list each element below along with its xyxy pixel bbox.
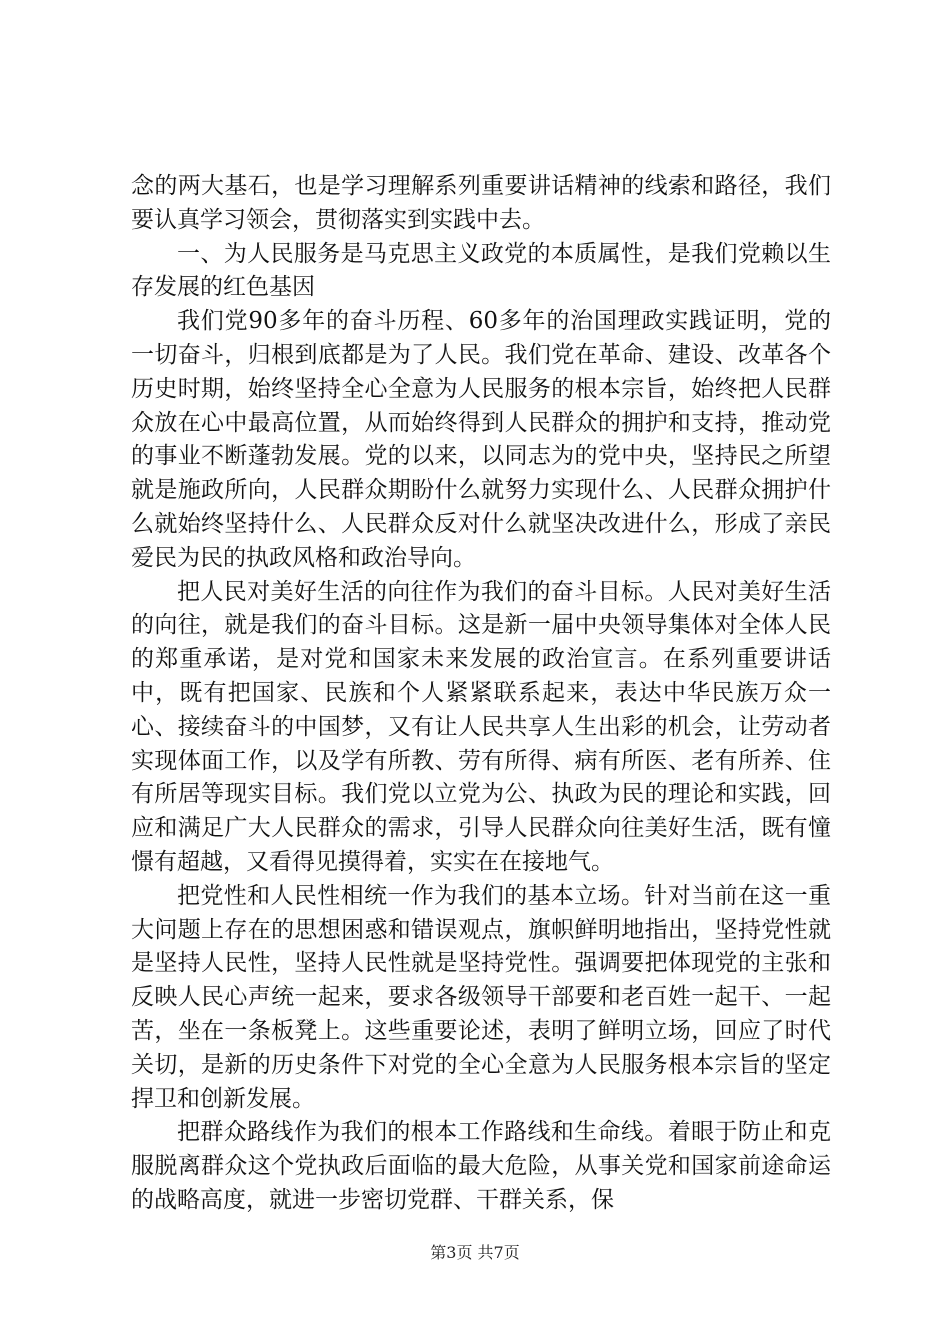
page-number-footer: 第3页 共7页 [430, 1243, 520, 1262]
paragraph-6: 把群众路线作为我们的根本工作路线和生命线。着眼于防止和克服脱离群众这个党执政后面临的最大危险，从事关党和国家前途命运的战略高度，就进一步密切党群、干群关系，保 [131, 1119, 831, 1213]
paragraph-3: 我们党90多年的奋斗历程、60多年的治国理政实践证明，党的一切奋斗，归根到底都是为了人民。我们党在革命、建设、改革各个历史时期，始终坚持全心全意为人民服务的根本宗旨，始终把人民群众放在心中最高位置，从而始终得到人民群众的拥护和支持，推动党的事业不断蓬勃发展。党的以来，以同志为的党中央，坚持民之所望就是施政所向，人民群众期盼什么就努力实现什么、人民群众拥护什么就始终坚持什么、人民群众反对什么就坚决改进什么，形成了亲民爱民为民的执政风格和政治导向。 [131, 308, 831, 571]
paragraph-4: 把人民对美好生活的向往作为我们的奋斗目标。人民对美好生活的向往，就是我们的奋斗目标。这是新一届中央领导集体对全体人民的郑重承诺，是对党和国家未来发展的政治宣言。在系列重要讲话中，既有把国家、民族和个人紧紧联系起来，表达中华民族万众一心、接续奋斗的中国梦，又有让人民共享人生出彩的机会，让劳动者实现体面工作，以及学有所教、劳有所得、病有所医、老有所养、住有所居等现实目标。我们党以立党为公、执政为民的理论和实践，回应和满足广大人民群众的需求，引导人民群众向往美好生活，既有憧憬有超越，又看得见摸得着，实实在在接地气。 [131, 578, 831, 875]
paragraph-5: 把党性和人民性相统一作为我们的基本立场。针对当前在这一重大问题上存在的思想困惑和错误观点，旗帜鲜明地指出，坚持党性就是坚持人民性，坚持人民性就是坚持党性。强调要把体现党的主张和反映人民心声统一起来，要求各级领导干部要和老百姓一起干、一起苦，坐在一条板凳上。这些重要论述，表明了鲜明立场，回应了时代关切，是新的历史条件下对党的全心全意为人民服务根本宗旨的坚定捍卫和创新发展。 [131, 882, 831, 1112]
section-heading: 一、为人民服务是马克思主义政党的本质属性，是我们党赖以生存发展的红色基因 [131, 240, 831, 301]
document-body [131, 170, 831, 1218]
paragraph-1: 念的两大基石，也是学习理解系列重要讲话精神的线索和路径，我们要认真学习领会，贯彻落实到实践中去。 [131, 173, 831, 233]
